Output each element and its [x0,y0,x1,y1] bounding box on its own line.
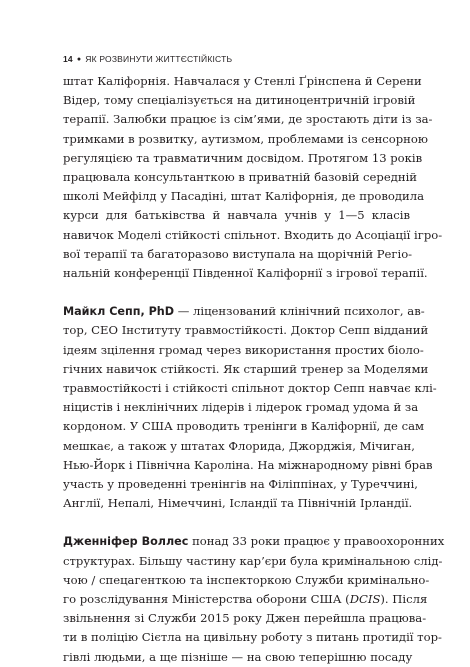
bullet-separator: ● [76,56,82,63]
text-line [63,590,428,609]
text-line: гічних навичок стійкості. Як старший тренер за Моделями [63,361,429,376]
text-line: терапії. Залюбки працює із сім’ями, де зростають діти із за- [63,112,433,127]
text-line: школі Мейфілд у Пасадіні, штат Каліфорнія, де проводила [63,189,425,204]
paragraph-bio-wallace [63,532,445,666]
text-line: ніцистів і неклінічних лідерів і лідерок громад удома й за [63,400,419,415]
paragraph-spacer [63,513,410,532]
text-line: вої терапії та багаторазово виступала на щорічній Регіо- [63,246,413,261]
running-head [63,54,232,64]
text-line: травмостійкості і стійкості спільнот доктор Сепп навчає клі- [63,381,437,396]
text-line: кордоном. У США проводить тренінги в Каліфорнії, де сам [63,419,425,434]
text-line: звільнення зі Служби 2015 року Джен перейшла працюва- [63,611,427,626]
text-line: гівлі людьми, а ще пізніше — на свою теперішню посаду [63,649,413,664]
text-line: структурах. Більшу частину кар’єри була кримінальною слід- [63,553,443,568]
page-number: 14 [63,54,73,64]
paragraph-bio-continued [63,72,443,283]
text-line: працювала консультанткою в приватній базовій середній [63,170,417,185]
text-line: штат Каліфорнія. Навчалася у Стенлі Ґрінспена й Серени [63,74,422,88]
text-line: ти в поліцію Сієтла на цивільну роботу з питань протидії тор- [63,630,442,645]
bio-name-sepp: Майкл Сепп, PhD [63,305,175,319]
text-line [63,302,425,321]
text-line: Нью-Йорк і Північна Кароліна. На міжнародному рівні брав [63,457,433,472]
text-run: — ліцензований клінічний психолог, ав- [174,304,425,319]
text-run: го розслідування Міністерства оборони США ( [63,592,350,607]
body-text [63,72,445,667]
paragraph-bio-sepp [63,302,437,513]
text-line: нальній конференції Південної Каліфорнії з ігрової терапії. [63,266,428,281]
text-line [63,532,445,551]
acronym-dcis: DCIS [349,592,381,607]
text-line: курси для батьківства й навчала учнів у 1—5 класів [63,208,410,223]
book-title: ЯК РОЗВИНУТИ ЖИТТЄСТІЙКІСТЬ [85,54,233,64]
text-line: тор, CEO Інституту травмостійкості. Доктор Сепп відданий [63,323,429,338]
text-line: участь у проведенні тренінгів на Філіппінах, у Туреччині, [63,477,418,492]
text-line: Англії, Непалі, Німеччині, Ісландії та Північній Ірландії. [63,496,413,511]
text-line: Відер, тому спеціалізується на дитиноцентричній ігровій [63,93,416,108]
text-run: ). Після [380,592,428,607]
paragraph-spacer [63,283,410,302]
text-line: чою / спецагенткою та інспекторкою Служби кримінально- [63,572,430,587]
bio-name-wallace: Дженніфер Воллес [63,535,189,549]
text-line: ідеям зцілення громад через використання простих біоло- [63,342,424,357]
text-line: регуляцією та травматичним досвідом. Протягом 13 років [63,150,423,165]
text-run: понад 33 роки працює у правоохоронних [188,534,445,549]
text-line: мешкає, а також у штатах Флорида, Джорджія, Мічиган, [63,438,415,453]
text-line: тримками в розвитку, аутизмом, проблемами із сенсорною [63,131,428,146]
text-line: навичок Моделі стійкості спільнот. Входить до Асоціації ігро- [63,227,443,242]
